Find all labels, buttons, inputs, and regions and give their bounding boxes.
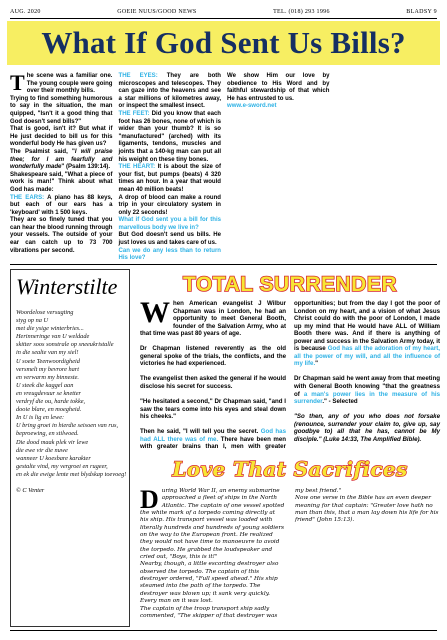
sacrifices-paragraph: The captain of the troop transport ship sadly commented, "The skipper of that destroyer was my best friend." [140, 488, 342, 619]
poem-signature: © C Venter [16, 486, 45, 494]
bills-paragraph: But God doesn't send us bills. He just loves us and takes care of us. [118, 232, 221, 247]
poem-line: U steek die kaggel aan [16, 381, 74, 389]
surrender-paragraph: "He hesitated a second," Dr Chapman said, "and I saw the tears come into his eyes and steal down his cheeks." [140, 397, 286, 421]
surrender-paragraph: The evangelist then asked the general if he would disclose his secret for success. [140, 375, 286, 390]
surrender-intro: When American evangelist J Wilbur Chapman was in London, he had an opportunity to meet General Booth, founder of the Salvation Army, who at that time was past 80 years of age. [140, 296, 286, 338]
poem-line: versmelt my bevrore hart [16, 365, 80, 373]
header-rule [10, 18, 437, 19]
bills-paragraph: Shakespeare said, "What a piece of work is man!" Think about what God has made: [10, 171, 113, 193]
bills-intro: The scene was a familiar one. The young couple were going over their monthly bills. [10, 70, 113, 95]
bills-article [10, 70, 438, 263]
sacrifices-dropcap: D [140, 485, 159, 514]
poem-line: wanneer U koesbare karakter [16, 454, 91, 462]
poem-line: en vreugdevuur se knetter [16, 389, 81, 397]
poem-line: dooie blare, en moegheid. [16, 406, 82, 414]
surrender-dropcap: W [140, 296, 170, 329]
bills-heart: THE HEART: It is about the size of your fist, but pumps (beats) 4 320 times an hour. In a year that would mean 40 million beats! [118, 164, 221, 193]
header-page-number: BLADSY 9 [406, 9, 437, 15]
poem-line: Herinneringe van U weldade [16, 333, 90, 341]
page-header [10, 6, 437, 18]
sacrifices-title: Love That Sacrifices [172, 457, 408, 481]
bills-paragraph: A drop of blood can make a round trip in your circulatory system in only 22 seconds! [118, 194, 221, 216]
poem-line: en ek die ewige lente met blydskap toevoeg! [16, 470, 127, 478]
section-divider [10, 264, 437, 265]
poem-line: in die sealte van my siel! [16, 349, 79, 357]
poem-line: verdryf die ou, harde tokke, [16, 398, 86, 406]
bills-source-link[interactable]: www.e-sword.net [227, 103, 277, 110]
bills-question: Can we do any less than to return His love? [118, 247, 221, 262]
poem-line: met die ysige winterbries... [16, 325, 84, 333]
poem-line: die ewe vir die nuwe [16, 446, 68, 454]
poem-line: skitter soos sonstrale op sneeukristalle [16, 341, 114, 349]
poem-body [16, 309, 127, 479]
poem-line: U bring groei in hierdie seisoen van rus, [16, 422, 119, 430]
sacrifices-article [140, 485, 440, 624]
headline-band [7, 21, 440, 65]
bills-paragraph: We show Him our love by obedience to His Word and by faithful stewardship of that which He has entrusted to us. [227, 73, 330, 102]
surrender-conclusion: Dr Chapman said he went away from that meeting with General Booth knowing "that the greatness of a man's power lies in the measure of his surrender." - Selected [294, 375, 440, 406]
poem-line: In U is lig en lewe: [16, 414, 65, 422]
sacrifices-scripture: Now one verse in the Bible has an even deeper meaning for that captain: "Greater love hath no man than this, that a man lay down his life for his friend" (John 15:13). [295, 495, 439, 524]
bills-paragraph: They are so finely tuned that you can hear the blood running through your vessels. The outside of your ear can catch up to 73 700 vibrations per second. [10, 217, 113, 254]
poem-line: styg op na U [16, 317, 49, 325]
bills-ears: THE EARS: A piano has 88 keys, but each of our ears has a 'keyboard' with 1 500 keys. [10, 194, 113, 216]
headline: What If God Sent Us Bills? [41, 25, 406, 60]
sacrifices-intro: During World War II, an enemy submarine approached a fleet of ships in the North Atlantic. The captain of one vessel spotted the white mark of a torpedo coming directly at his ship. His transport vessel was loaded with literally hundreds and hundreds of young soldiers on the way to the European front. He realized they would not have time to manoeuvre to avoid the torpedo. He grabbed the loudspeaker and cried out, "Boys, this is it!" [140, 485, 285, 561]
poem-title: Winterstilte [16, 274, 118, 299]
bills-eyes: THE EYES: They are both microscopes and telescopes. They can gaze into the heavens and see a star millions of kilometres away, or inspect the smallest insect. [118, 73, 221, 110]
bills-paragraph: That is good, isn't it? But what if He just decided to bill us for this wonderful body He has given us? [10, 126, 113, 148]
footer-rule [10, 630, 437, 631]
poem-line: U soete Teenwoordigheid [16, 357, 80, 365]
header-phone: TEL. (018) 293 1996 [273, 9, 330, 15]
surrender-secret: Then he said, "I will tell you the secret. God has had ALL there was of me. There have been men with greater brains than I, men with greater opportunities; but from the day I got the poor of London on my heart, and a vision of what Jesus Christ could do with the poor of London, I made up my mind that He would have ALL of William Booth there was. And if there is anything of power and success in the Salvation Army today, it is because God has all the adoration of my heart, all the power of my will, and all the influence of my life." [140, 300, 440, 451]
surrender-paragraph: Dr Chapman listened reverently as the old general spoke of the trials, the conflicts, and the victories he had experienced. [140, 345, 286, 368]
sacrifices-paragraph: Nearby, though, a little escorting destroyer also observed the torpedo. The captain of this destroyer ordered, "Full speed ahead." His ship steamed into the path of the torpedo. The destroyer was blown up; it sank very quickly. Every man on it was lost. [140, 561, 279, 605]
bills-paragraph: Trying to find something humorous to say in the situation, the man quipped, "Isn't it a good thing that God doesn't send bills?" [10, 95, 113, 125]
header-date: AUG. 2020 [10, 9, 41, 15]
bills-question: What if God sent you a bill for this marvellous body we live in? [118, 217, 221, 231]
bills-feet: THE FEET: Did you know that each foot has 26 bones, none of which is wider than your thumb? It is so "manufactured" (arched) with its ligaments, tendons, muscles and joints that a 140-kg man can put all his weight on these tiny bones. [118, 110, 221, 163]
header-publication: GOEIE NUUS/GOOD NEWS [117, 9, 197, 15]
surrender-title: TOTAL SURRENDER [182, 273, 397, 296]
poem-box [10, 269, 130, 627]
poem-line: Woordelose versugting [16, 309, 74, 316]
poem-line: Die dood maak plek vir lewe [16, 438, 89, 446]
bills-psalm: The Psalmist said, "I will praise thee; for I am fearfully and wonderfully made" (Psalm 139:14). [10, 148, 113, 171]
bills-dropcap: T [10, 70, 25, 95]
surrender-scripture: "So then, any of you who does not forsake (renounce, surrender your claim to, give up, say goodbye to) all that he has, cannot be My disciple." (Luke 14:33, The Amplified Bible). [294, 413, 440, 443]
poem-line: gestalte vind, my vergroei en rugeer, [16, 462, 108, 470]
poem-line: beproewing, en stilwoed. [16, 430, 79, 438]
surrender-article [140, 296, 440, 452]
poem-line: en verwarm my binneste. [16, 373, 79, 381]
